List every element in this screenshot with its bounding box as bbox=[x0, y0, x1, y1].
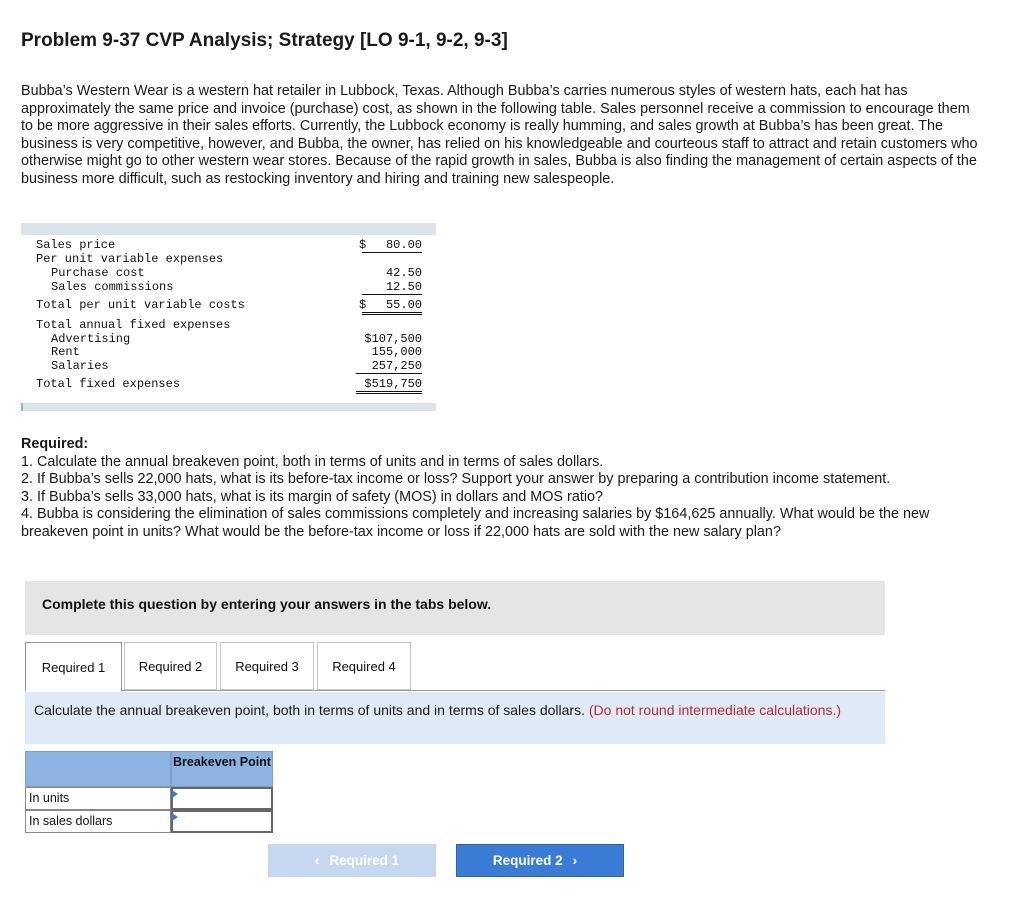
chevron-left-icon: ‹ bbox=[314, 853, 320, 868]
row-salaries bbox=[21, 359, 436, 373]
required-section bbox=[21, 436, 981, 542]
required-tabs bbox=[25, 642, 885, 692]
tab-required-1[interactable]: Required 1 bbox=[25, 642, 122, 692]
required-item-1: 1. Calculate the annual breakeven point, both in terms of units and in terms of sales dollars. bbox=[21, 453, 604, 470]
sales-price-value: 80.00 bbox=[362, 238, 422, 253]
tab-required-4[interactable]: Required 4 bbox=[317, 642, 411, 690]
row-sales-commissions bbox=[21, 280, 436, 294]
total-variable-value: 55.00 bbox=[362, 298, 422, 315]
required-item-4: 4. Bubba is considering the elimination of sales commissions completely and increasing salaries by $164,625 annually. What would be the new breakeven point in units? What would be the before-tax income or loss if 22,000 hats are sold with the new salary plan? bbox=[21, 506, 930, 540]
answer-table-header-blank bbox=[25, 751, 171, 787]
required-item-3: 3. If Bubba’s sells 33,000 hats, what is its margin of safety (MOS) in dollars and MOS ratio? bbox=[21, 488, 604, 505]
tab-required-3[interactable]: Required 3 bbox=[220, 642, 314, 690]
sales-price-currency: $ bbox=[359, 238, 367, 252]
row-per-unit-variable bbox=[21, 252, 436, 266]
problem-intro: Bubba’s Western Wear is a western hat retailer in Lubbock, Texas. Although Bubba’s carries numerous styles of western hats, each hat has approximately the same price and invoice (purchase) cost, as shown in the following table. Sales personnel receive a commission to encourage them to be more aggressive in their sales efforts. Currently, the Lubbock economy is really humming, and sales growth at Bubba’s has been great. The business is very competitive, however, and Bubba, the owner, has relied on his knowledgeable and courteous staff to attract and retain customers who otherwise might go to other western wear stores. Because of the rapid growth in sales, Bubba is also finding the management of certain aspects of the business more difficult, such as restocking inventory and hiring and training new salespeople. bbox=[21, 83, 978, 187]
chevron-right-icon: › bbox=[572, 853, 578, 868]
tabs-divider bbox=[122, 690, 885, 691]
instruction-text bbox=[34, 702, 854, 718]
sales-commissions-label: Sales commissions bbox=[51, 280, 174, 294]
row-purchase-cost bbox=[21, 266, 436, 280]
required-heading: Required: bbox=[21, 436, 89, 452]
complete-question-text: Complete this question by entering your answers in the tabs below. bbox=[42, 596, 492, 612]
tab-required-2[interactable]: Required 2 bbox=[124, 642, 217, 690]
fixed-expenses-label: Total annual fixed expenses bbox=[36, 318, 231, 332]
prev-required-label: Required 1 bbox=[329, 853, 400, 868]
row-sales-price bbox=[21, 238, 436, 252]
total-variable-currency: $ bbox=[359, 298, 367, 312]
total-fixed-value: $519,750 bbox=[356, 377, 422, 394]
rent-label: Rent bbox=[51, 345, 80, 359]
row-rent bbox=[21, 345, 436, 359]
complete-question-banner bbox=[25, 581, 885, 635]
row-advertising bbox=[21, 332, 436, 346]
advertising-label: Advertising bbox=[51, 332, 131, 346]
row-total-variable bbox=[21, 298, 436, 312]
breakeven-units-input[interactable] bbox=[171, 787, 273, 810]
instruction-main: Calculate the annual breakeven point, both in terms of units and in terms of sales dollars. bbox=[34, 702, 585, 718]
next-required-label: Required 2 bbox=[492, 853, 563, 868]
next-required-button[interactable] bbox=[456, 844, 624, 877]
row-total-fixed bbox=[21, 377, 436, 391]
instruction-note: (Do not round intermediate calculations.) bbox=[588, 702, 842, 718]
salaries-label: Salaries bbox=[51, 359, 109, 373]
financial-table bbox=[21, 223, 436, 411]
input-flag-icon bbox=[172, 790, 178, 798]
sales-price-label: Sales price bbox=[36, 238, 116, 252]
row-label-in-units: In units bbox=[25, 787, 171, 810]
rent-value: 155,000 bbox=[371, 345, 422, 359]
breakeven-dollars-input[interactable] bbox=[171, 810, 273, 833]
advertising-value: $107,500 bbox=[364, 332, 422, 346]
breakeven-answer-table bbox=[25, 751, 273, 833]
purchase-cost-label: Purchase cost bbox=[51, 266, 145, 280]
problem-title: Problem 9-37 CVP Analysis; Strategy [LO 9-1, 9-2, 9-3] bbox=[21, 30, 508, 51]
required-item-2: 2. If Bubba’s sells 22,000 hats, what is its before-tax income or loss? Support your answer by preparing a contribution income statement. bbox=[21, 471, 891, 488]
purchase-cost-value: 42.50 bbox=[385, 266, 422, 280]
table-top-bar bbox=[21, 223, 436, 235]
total-fixed-label: Total fixed expenses bbox=[36, 377, 181, 391]
prev-required-button[interactable] bbox=[268, 844, 436, 877]
per-unit-variable-label: Per unit variable expenses bbox=[36, 252, 224, 266]
breakeven-point-header: Breakeven Point bbox=[171, 751, 273, 787]
total-variable-label: Total per unit variable costs bbox=[36, 298, 245, 312]
table-bottom-bar bbox=[21, 403, 436, 411]
instruction-box bbox=[25, 692, 885, 744]
row-label-in-sales-dollars: In sales dollars bbox=[25, 810, 171, 833]
input-flag-icon bbox=[172, 813, 178, 821]
sales-commissions-value: 12.50 bbox=[362, 280, 422, 295]
salaries-value: 257,250 bbox=[356, 359, 422, 374]
row-fixed-expenses bbox=[21, 318, 436, 332]
